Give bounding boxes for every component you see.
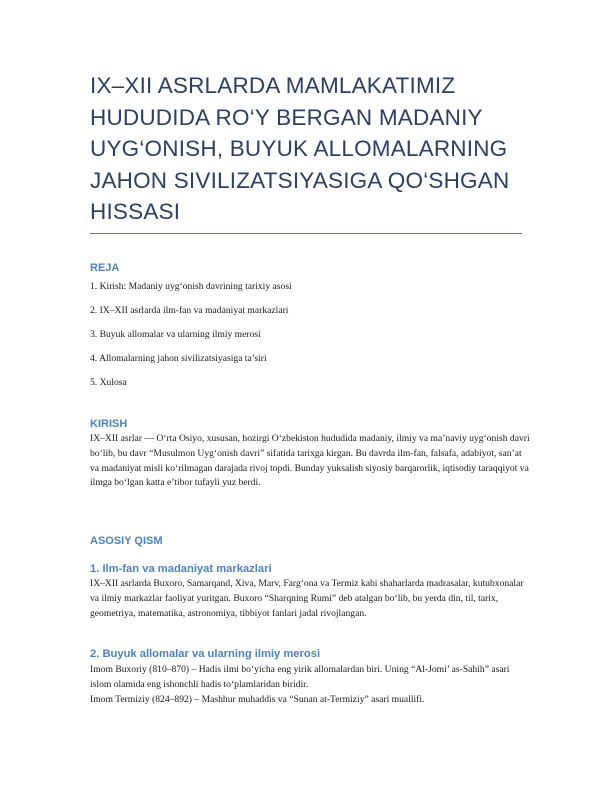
kirish-heading: KIRISH [90,418,128,430]
markazlar-paragraph: IX–XII asrlarda Buxoro, Samarqand, Xiva, Marv, Farg‘ona va Termiz kabi shaharlarda madrasalar, kutubxonalar va ilmiy markazlar faoliyat yuritgan. Buxoro “Sharqning Rumi” deb atalgan bo‘lib, bu yerda din, til, tarix, geometriya, matematika, astronomiya, tibbiyot fanlari jadal rivojlangan. [90,578,524,619]
title-divider [90,233,522,234]
reja-heading: REJA [90,262,120,274]
allomalar-paragraph-buxoriy: Imom Buxoriy (810–870) – Hadis ilmi bo‘yicha eng yirik allomalardan biri. Uning “Al-Jomi’ as-Sahih” asari islom olamida eng ishonchli hadis to‘plamlaridan biridir. [90,664,510,690]
section-heading-allomalar: 2. Buyuk allomalar va ularning ilmiy merosi [90,648,321,660]
kirish-paragraph: IX–XII asrlar — O‘rta Osiyo, xususan, hozirgi O‘zbekiston hududida madaniy, ilmiy va ma’naviy uyg‘onish davri bo‘lib, bu davr “Musulmon Uyg‘onish davri” sifatida tarixga kirgan. Bu davrda ilm-fan, falsafa, adabiyot, san’at va madaniyat misli ko‘rilmagan darajada rivoj topdi. Bunday yuksalish siyosiy barqarorlik, iqtisodiy taraqqiyot va ilmga bo‘lgan katta e’tibor tufayli yuz berdi. [90,433,530,489]
document-title: IX–XII ASRLARDA MAMLAKATIMIZ HUDUDIDA RO‘Y BERGAN MADANIY UYG‘ONISH, BUYUK ALLOMALARNING JAHON SIVILIZATSIYASIGA QO‘SHGAN HISSASI [90,73,510,224]
reja-item: 3. Buyuk allomalar va ularning ilmiy merosi [90,329,261,340]
reja-item: 2. IX–XII asrlarda ilm-fan va madaniyat markazlari [90,305,289,316]
section-heading-markazlar: 1. Ilm-fan va madaniyat markazlari [90,563,272,575]
reja-item: 1. Kirish: Madaniy uyg‘onish davrining tarixiy asosi [90,281,292,292]
allomalar-paragraph-termiziy: Imom Termiziy (824–892) – Mashhur muhaddis va “Sunan at-Termiziy” asari muallifi. [90,694,425,705]
asosiy-qism-heading: ASOSIY QISM [90,535,163,547]
reja-item: 4. Allomalarning jahon sivilizatsiyasiga ta’siri [90,353,267,364]
reja-item: 5. Xulosa [90,377,127,388]
